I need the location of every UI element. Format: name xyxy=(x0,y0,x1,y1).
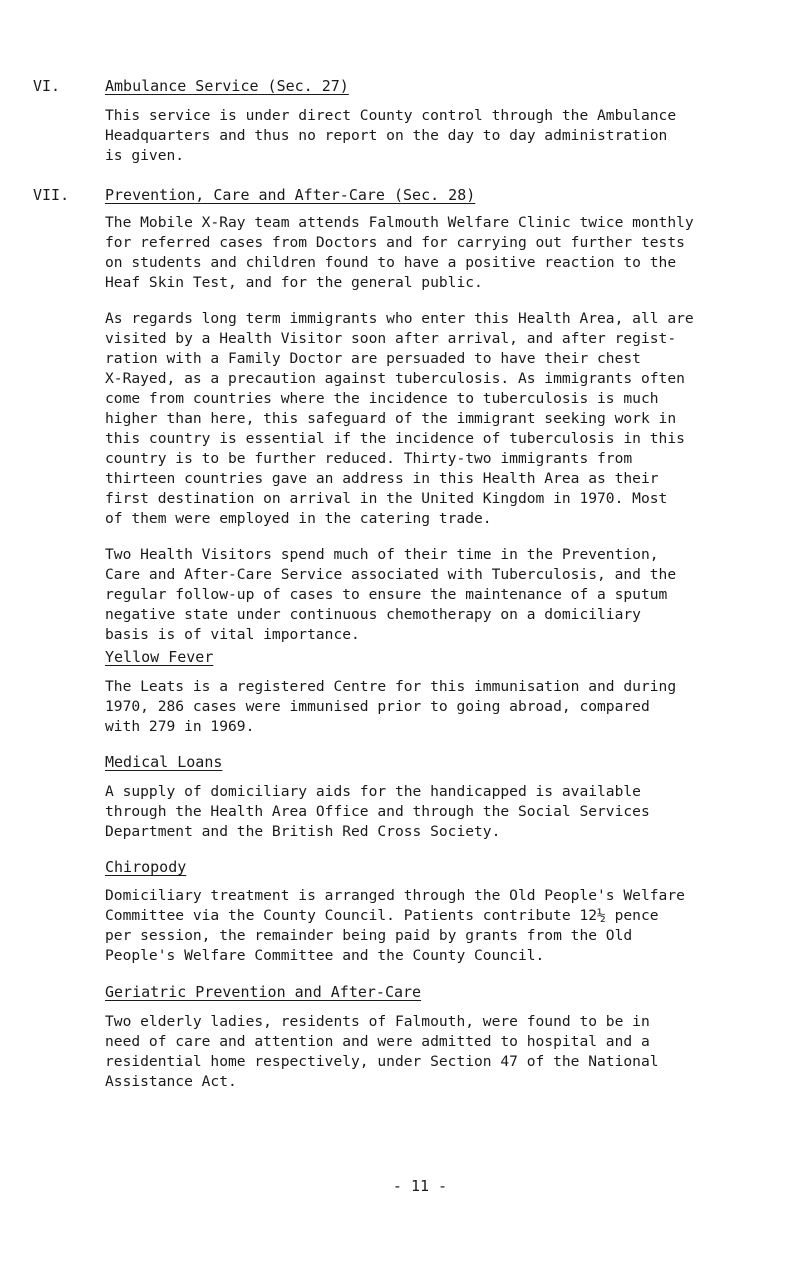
text-line: basis is of vital importance. xyxy=(105,626,360,643)
text-line: with 279 in 1969. xyxy=(105,718,255,735)
text-line: regular follow-up of cases to ensure the maintenance of a sputum xyxy=(105,586,668,603)
section-number-vi: VI. xyxy=(33,77,61,95)
text-line: for referred cases from Doctors and for carrying out further tests xyxy=(105,234,685,251)
text-line: Committee via the County Council. Patients contribute 12½ pence xyxy=(105,907,659,924)
medical-loans-paragraph xyxy=(105,782,785,842)
text-line: A supply of domiciliary aids for the handicapped is available xyxy=(105,783,641,800)
text-line: country is to be further reduced. Thirty-two immigrants from xyxy=(105,450,633,467)
text-line: residential home respectively, under Section 47 of the National xyxy=(105,1053,659,1070)
text-line: per session, the remainder being paid by grants from the Old xyxy=(105,927,633,944)
text-line: thirteen countries gave an address in this Health Area as their xyxy=(105,470,659,487)
text-line: People's Welfare Committee and the County Council. xyxy=(105,947,545,964)
text-line: The Mobile X-Ray team attends Falmouth Welfare Clinic twice monthly xyxy=(105,214,694,231)
yellow-fever-paragraph xyxy=(105,677,785,737)
text-line: 1970, 286 cases were immunised prior to going abroad, compared xyxy=(105,698,650,715)
text-line: Care and After-Care Service associated with Tuberculosis, and the xyxy=(105,566,677,583)
text-line: need of care and attention and were admitted to hospital and a xyxy=(105,1033,650,1050)
subheading-geriatric-prevention: Geriatric Prevention and After-Care xyxy=(105,983,422,1001)
geriatric-paragraph xyxy=(105,1012,785,1092)
text-line: negative state under continuous chemotherapy on a domiciliary xyxy=(105,606,641,623)
text-line: higher than here, this safeguard of the immigrant seeking work in xyxy=(105,410,677,427)
text-line: ration with a Family Doctor are persuaded to have their chest xyxy=(105,350,641,367)
subheading-medical-loans: Medical Loans xyxy=(105,753,223,771)
section-heading-prevention-care: Prevention, Care and After-Care (Sec. 28) xyxy=(105,186,476,204)
text-line: Two Health Visitors spend much of their time in the Prevention, xyxy=(105,546,659,563)
subheading-chiropody: Chiropody xyxy=(105,858,187,876)
text-line: through the Health Area Office and through the Social Services xyxy=(105,803,650,820)
subheading-yellow-fever: Yellow Fever xyxy=(105,648,214,666)
text-line: this country is essential if the incidence of tuberculosis in this xyxy=(105,430,685,447)
text-line: Two elderly ladies, residents of Falmouth, were found to be in xyxy=(105,1013,650,1030)
text-line: first destination on arrival in the United Kingdom in 1970. Most xyxy=(105,490,668,507)
section-number-vii: VII. xyxy=(33,186,70,204)
section-heading-ambulance-service: Ambulance Service (Sec. 27) xyxy=(105,77,349,95)
text-line: visited by a Health Visitor soon after arrival, and after regist- xyxy=(105,330,677,347)
text-line: of them were employed in the catering trade. xyxy=(105,510,492,527)
health-visitors-paragraph xyxy=(105,545,785,645)
mobile-xray-paragraph xyxy=(105,213,785,293)
text-line: Heaf Skin Test, and for the general public. xyxy=(105,274,483,291)
chiropody-paragraph xyxy=(105,886,785,966)
text-line: Department and the British Red Cross Society. xyxy=(105,823,501,840)
text-line: This service is under direct County control through the Ambulance xyxy=(105,107,677,124)
text-line: Domiciliary treatment is arranged through the Old People's Welfare xyxy=(105,887,685,904)
immigrants-paragraph xyxy=(105,309,785,529)
text-line: The Leats is a registered Centre for this immunisation and during xyxy=(105,678,677,695)
ambulance-paragraph xyxy=(105,106,785,166)
text-line: Headquarters and thus no report on the day to day administration xyxy=(105,127,668,144)
text-line: Assistance Act. xyxy=(105,1073,237,1090)
page-number: - 11 - xyxy=(392,1177,448,1195)
text-line: come from countries where the incidence to tuberculosis is much xyxy=(105,390,659,407)
text-line: on students and children found to have a positive reaction to the xyxy=(105,254,677,271)
text-line: As regards long term immigrants who enter this Health Area, all are xyxy=(105,310,694,327)
text-line: X-Rayed, as a precaution against tuberculosis. As immigrants often xyxy=(105,370,685,387)
text-line: is given. xyxy=(105,147,185,164)
